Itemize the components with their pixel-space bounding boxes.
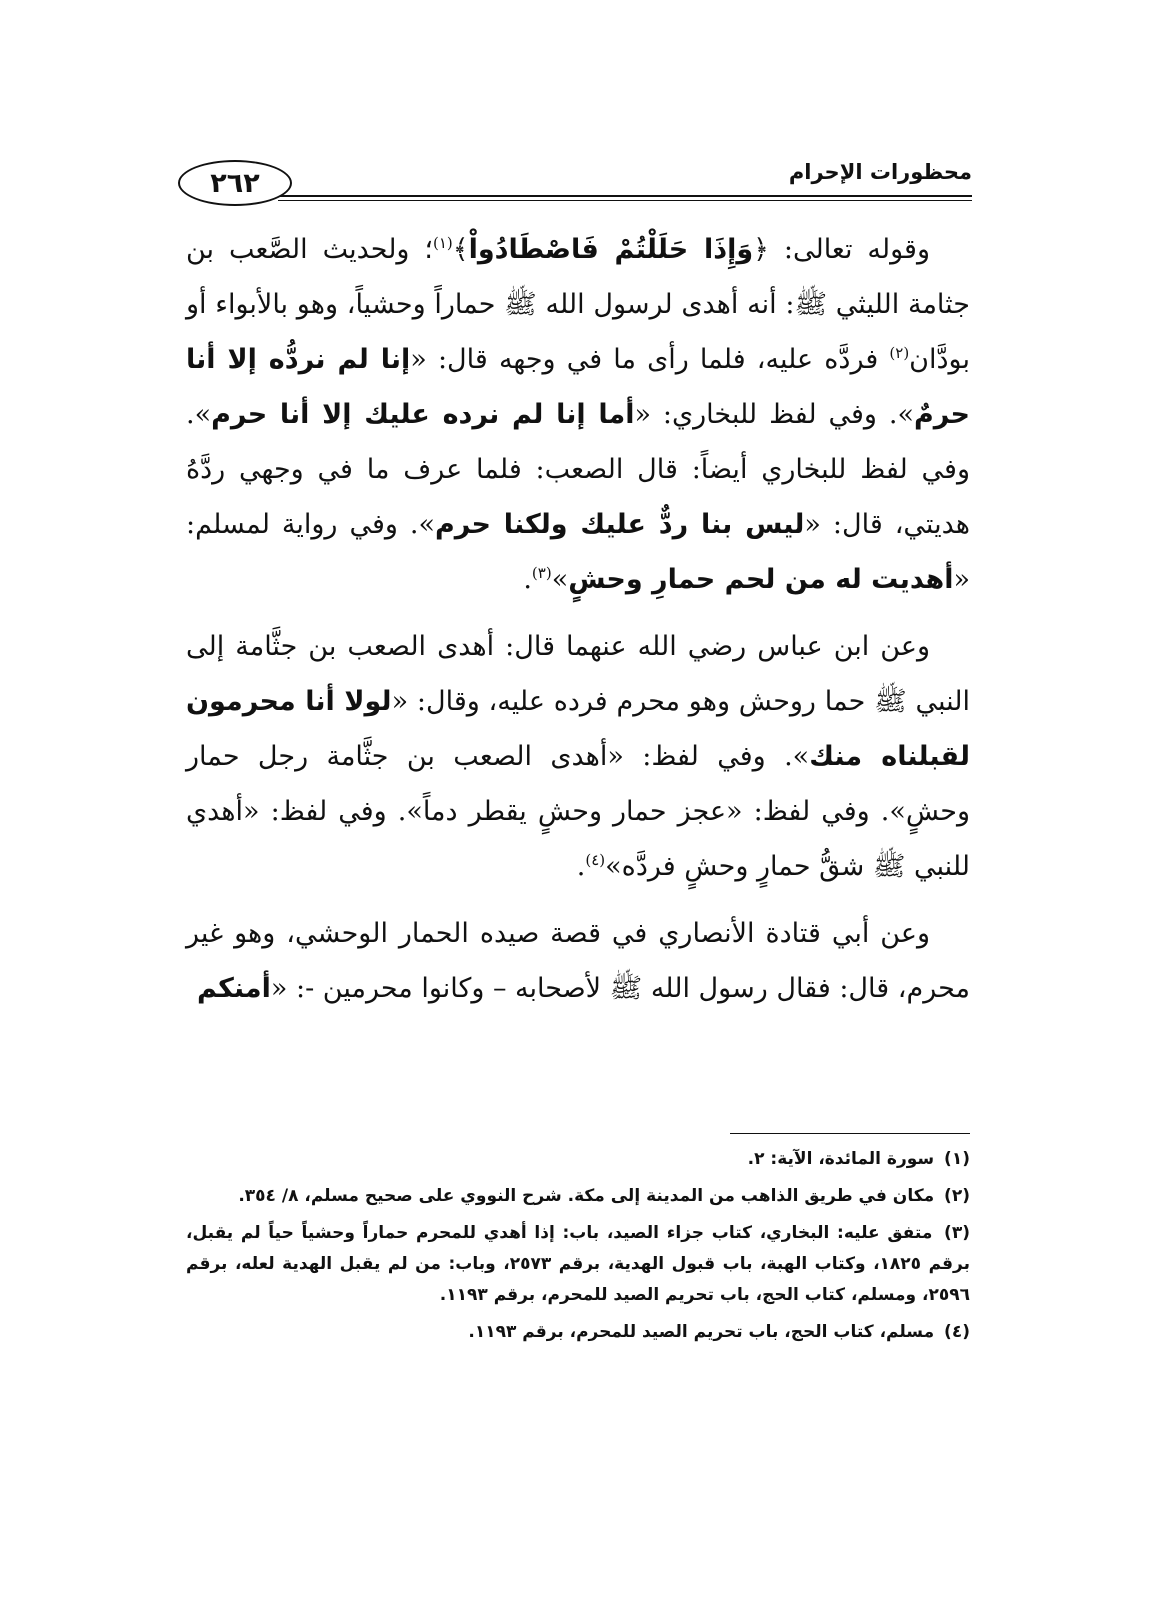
text-run: ﴾ — [452, 234, 469, 265]
text-run: » — [551, 564, 569, 595]
footnote-item — [186, 1218, 970, 1311]
footnote-ref: (٤) — [585, 851, 606, 869]
footnote-number: (٢) — [944, 1186, 970, 1206]
paragraph-2 — [186, 619, 970, 894]
paragraph-1 — [186, 222, 970, 607]
footnote-text: متفق عليه: البخاري، كتاب جزاء الصيد، باب: إذا أهدي للمحرم حماراً وحشياً حياً لم يقبل، برقم ١٨٢٥، وكتاب الهبة، باب قبول الهدية، برقم ٢٥٧٣، وباب: من لم يقبل الهدية لعله، برقم ٢٥٩٦، ومسلم، كتاب الحج، باب تحريم الصيد للمحرم، برقم ١١٩٣. — [186, 1223, 970, 1305]
footnote-separator — [730, 1133, 970, 1134]
footnote-text: مكان في طريق الذاهب من المدينة إلى مكة. شرح النووي على صحيح مسلم، ٨/ ٣٥٤. — [238, 1186, 935, 1206]
text-run: ». وفي لفظ للبخاري: « — [634, 399, 914, 430]
body-text — [186, 222, 970, 1028]
footnote-item — [186, 1317, 970, 1348]
page-header — [178, 160, 972, 212]
footnote-text: مسلم، كتاب الحج، باب تحريم الصيد للمحرم، برقم ١١٩٣. — [468, 1322, 935, 1342]
hadith-quote: أهديت له من لحم حمارِ وحشٍ — [568, 564, 954, 595]
footnote-ref: (١) — [432, 234, 453, 252]
footnotes — [186, 1144, 970, 1354]
footnote-ref: (٣) — [531, 564, 552, 582]
text-run: . — [523, 564, 532, 595]
footnote-number: (١) — [944, 1149, 970, 1169]
footnote-number: (٤) — [944, 1322, 970, 1342]
footnote-number: (٣) — [944, 1223, 970, 1243]
page-number: ٢٦٢ — [178, 160, 292, 206]
header-rule — [278, 195, 972, 197]
text-run: ؛ ولحديث الصَّعب بن جثامة الليثي ﷺ: أنه أهدى لرسول الله ﷺ حماراً وحشياً، وهو بالأبواء أو بودَّان — [186, 234, 970, 375]
text-run: ». وفي رواية لمسلم: « — [186, 509, 970, 595]
text-run: وقوله تعالى: ﴿ — [753, 234, 930, 265]
text-run: فردَّه عليه، فلما رأى ما في وجهه قال: « — [410, 344, 890, 375]
quran-verse: وَإِذَا حَلَلْتُمْ فَاصْطَادُواْ — [468, 234, 754, 265]
footnote-item — [186, 1144, 970, 1175]
text-run: ». وفي لفظ للبخاري أيضاً: قال الصعب: فلما عرف ما في وجهي ردَّهُ هديتي، قال: « — [186, 399, 970, 540]
hadith-quote: أمنكم — [197, 973, 271, 1004]
text-run: وعن أبي قتادة الأنصاري في قصة صيده الحمار الوحشي، وهو غير محرم، قال: فقال رسول الله ﷺ لأصحابه – وكانوا محرمين -: « — [186, 918, 970, 1004]
text-run: وعن ابن عباس رضي الله عنهما قال: أهدى الصعب بن جثَّامة إلى النبي ﷺ حما روحش وهو محرم فرده عليه، وقال: « — [186, 631, 970, 717]
footnote-text: سورة المائدة، الآية: ٢. — [747, 1149, 935, 1169]
hadith-quote: إنا لم نردُّه إلا أنا حرمٌ — [186, 344, 971, 430]
text-run: . — [576, 851, 586, 882]
hadith-quote: لولا أنا محرمون لقبلناه منك — [186, 686, 970, 772]
footnote-item — [186, 1181, 970, 1212]
running-title: محظورات الإحرام — [788, 160, 972, 184]
footnote-ref: (٢) — [889, 344, 910, 362]
paragraph-3 — [186, 906, 970, 1016]
header-rule-thin — [278, 200, 972, 201]
hadith-quote: ليس بنا ردٌّ عليك ولكنا حرم — [434, 509, 805, 540]
text-run: ». وفي لفظ: «أهدى الصعب بن جثَّامة رجل حمار وحشٍ». وفي لفظ: «عجز حمار وحشٍ يقطر دماً». وفي لفظ: «أهدي للنبي ﷺ شقُّ حمارٍ وحشٍ فردَّه» — [186, 741, 970, 882]
hadith-quote: أما إنا لم نرده عليك إلا أنا حرم — [211, 399, 635, 430]
